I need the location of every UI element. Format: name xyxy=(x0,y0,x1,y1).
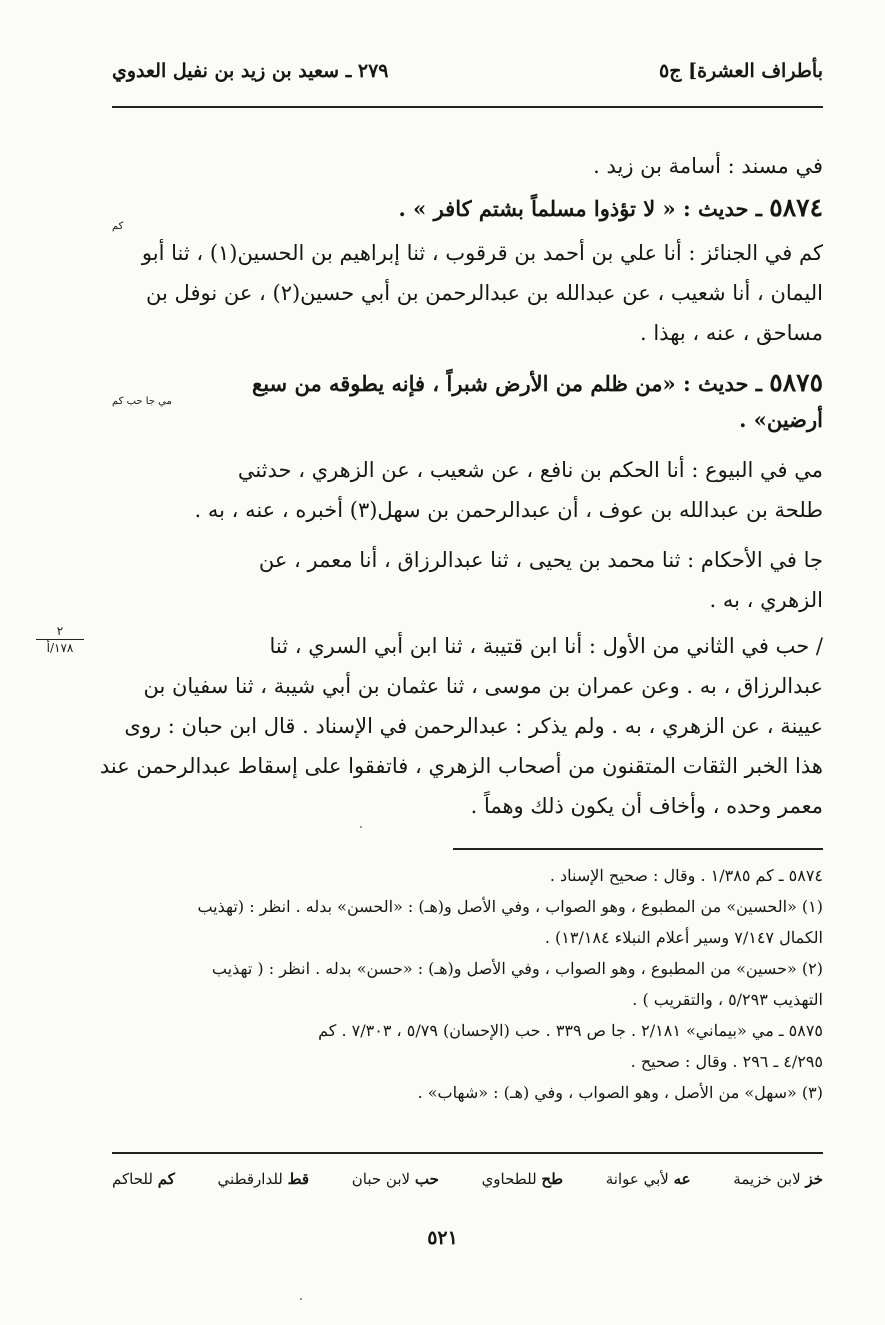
hadith-text: ـ حديث : « لا تؤذوا مسلماً بشتم كافر » . xyxy=(398,196,770,221)
footnote-line: ٥٨٧٥ ـ مي «بيماني» ٢/١٨١ . جا ص ٣٣٩ . حب (الإحسان) ٥/٧٩ ، ٧/٣٠٣ . كم xyxy=(318,1021,823,1040)
body-line: اليمان ، أنا شعيب ، عن عبدالله بن عبدالرحمن بن أبي حسين(٢) ، عن نوفل بن xyxy=(146,281,823,305)
manuscript-folio-note xyxy=(30,624,90,655)
scan-speck xyxy=(360,826,362,828)
footnotes xyxy=(112,860,823,1108)
footnote-line: التهذيب ٥/٢٩٣ ، والتقريب ) . xyxy=(632,990,823,1009)
body-line: طلحة بن عبدالله بن عوف ، أن عبدالرحمن بن سهل(٣) أخبره ، عنه ، به . xyxy=(194,498,823,522)
hadith-text: ـ حديث : «من ظلم من الأرض شبراً ، فإنه يطوقه من سبع xyxy=(252,371,770,396)
folio-top: ٢ xyxy=(56,624,64,638)
main-text xyxy=(99,146,823,826)
body-line: مي في البيوع : أنا الحكم بن نافع ، عن شعيب ، عن الزهري ، حدثني xyxy=(237,458,823,482)
page-number: ٥٢١ xyxy=(427,1227,458,1249)
legend-item: عه لأبي عوانة xyxy=(605,1170,691,1188)
abbreviation-legend xyxy=(112,1170,823,1188)
legend-item: طح للطحاوي xyxy=(481,1170,564,1188)
scan-speck xyxy=(300,1298,302,1300)
source-marks: مي جا حب كم xyxy=(112,396,172,407)
body-line: عيينة ، عن الزهري ، به . ولم يذكر : عبدالرحمن في الإسناد . قال ابن حبان : روى xyxy=(124,714,823,738)
footnote-line: ٤/٢٩٥ ـ ٢٩٦ . وقال : صحيح . xyxy=(630,1052,823,1071)
hadith-number: ٥٨٧٥ xyxy=(769,368,823,397)
running-header-left: ٢٧٩ ـ سعيد بن زيد بن نفيل العدوي xyxy=(112,60,389,82)
legend-item: كم للحاكم xyxy=(112,1170,175,1188)
hadith-text-continued: أرضين» . xyxy=(739,407,823,432)
legend-rule xyxy=(112,1152,823,1154)
running-header-right: بأطراف العشرة] ج٥ xyxy=(659,60,823,82)
body-line: معمر وحده ، وأخاف أن يكون ذلك وهماً . xyxy=(470,794,823,818)
footnote-line: (٢) «حسين» من المطبوع ، وهو الصواب ، وفي الأصل و(هـ) : «حسن» بدله . انظر : ( تهذيب xyxy=(211,959,823,978)
body-line: هذا الخبر الثقات المتقنون من أصحاب الزهري ، فاتفقوا على إسقاط عبدالرحمن عند xyxy=(99,754,823,778)
body-line: في مسند : أسامة بن زيد . xyxy=(593,154,823,178)
header-rule xyxy=(112,106,823,108)
footnote-rule xyxy=(453,848,823,850)
footnote-line: الكمال ٧/١٤٧ وسير أعلام النبلاء ١٣/١٨٤) . xyxy=(544,928,823,947)
body-line: جا في الأحكام : ثنا محمد بن يحيى ، ثنا عبدالرزاق ، أنا معمر ، عن xyxy=(258,548,823,572)
footnote-line: (١) «الحسين» من المطبوع ، وهو الصواب ، وفي الأصل و(هـ) : «الحسن» بدله . انظر : (تهذيب xyxy=(197,897,823,916)
legend-item: حب لابن حبان xyxy=(351,1170,439,1188)
folio-bottom: ١٧٨/أ xyxy=(46,641,74,655)
body-line: مساحق ، عنه ، بهذا . xyxy=(640,321,823,345)
source-marks: كم xyxy=(112,221,124,232)
legend-item: خز لابن خزيمة xyxy=(733,1170,823,1188)
footnote-line: (٣) «سهل» من الأصل ، وهو الصواب ، وفي (هـ) : «شهاب» . xyxy=(417,1083,823,1102)
body-line: / حب في الثاني من الأول : أنا ابن قتيبة ، ثنا ابن أبي السري ، ثنا xyxy=(269,634,823,658)
body-line: كم في الجنائز : أنا علي بن أحمد بن قرقوب ، ثنا إبراهيم بن الحسين(١) ، ثنا أبو xyxy=(141,241,823,265)
folio-divider xyxy=(36,639,84,640)
hadith-number: ٥٨٧٤ xyxy=(769,193,823,222)
footnote-line: ٥٨٧٤ ـ كم ١/٣٨٥ . وقال : صحيح الإسناد . xyxy=(549,866,823,885)
legend-item: قط للدارقطني xyxy=(217,1170,310,1188)
body-line: عبدالرزاق ، به . وعن عمران بن موسى ، ثنا عثمان بن أبي شيبة ، ثنا سفيان بن xyxy=(143,674,823,698)
body-line: الزهري ، به . xyxy=(709,588,823,612)
